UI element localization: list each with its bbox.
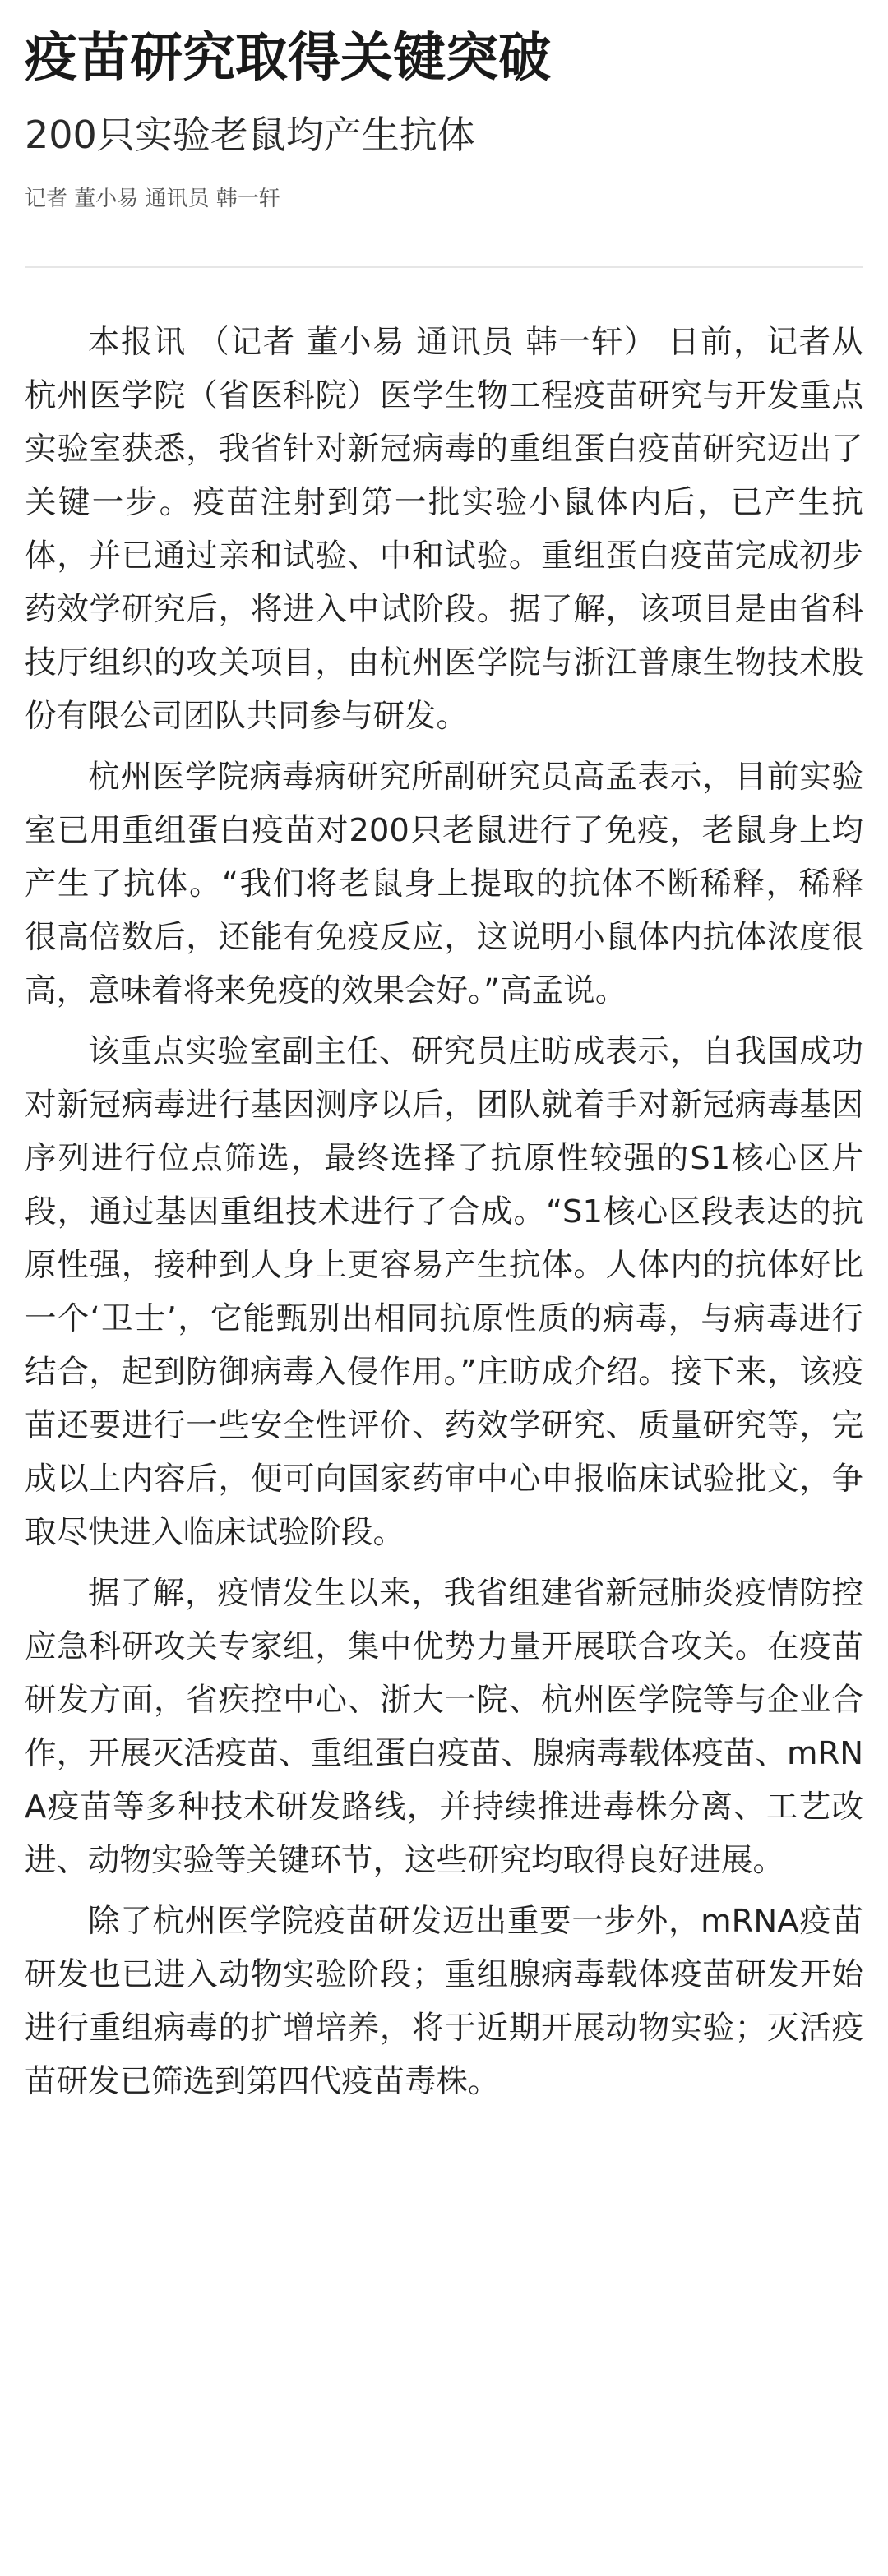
paragraph: 该重点实验室副主任、研究员庄昉成表示，自我国成功对新冠病毒进行基因测序以后，团队就着手对新冠病毒基因序列进行位点筛选，最终选择了抗原性较强的S1核心区片段，通过基因重组技术进行了合成。“S1核心区段表达的抗原性强，接种到人身上更容易产生抗体。人体内的抗体好比一个‘卫士’，它能甄别出相同抗原性质的病毒，与病毒进行结合，起到防御病毒入侵作用。”庄昉成介绍。接下来，该疫苗还要进行一些安全性评价、药效学研究、质量研究等，完成以上内容后，便可向国家药审中心申报临床试验批文，争取尽快进入临床试验阶段。 [25, 1033, 863, 1551]
paragraph: 杭州医学院病毒病研究所副研究员高孟表示，目前实验室已用重组蛋白疫苗对200只老鼠进行了免疫，老鼠身上均产生了抗体。“我们将老鼠身上提取的抗体不断稀释，稀释很高倍数后，还能有免疫反应，这说明小鼠体内抗体浓度很高，意味着将来免疫的效果会好。”高孟说。 [25, 759, 863, 1009]
article-title: 疫苗研究取得关键突破 [25, 28, 551, 89]
article [25, 25, 863, 2116]
paragraph: 除了杭州医学院疫苗研发迈出重要一步外，mRNA疫苗研发也已进入动物实验阶段；重组腺病毒载体疫苗研发开始进行重组病毒的扩增培养，将于近期开展动物实验；灭活疫苗研发已筛选到第四代疫苗毒株。 [25, 1903, 863, 2100]
article-byline: 记者 董小易 通讯员 韩一轩 [25, 187, 280, 211]
article-body [25, 316, 863, 2108]
article-subtitle: 200只实验老鼠均产生抗体 [25, 113, 475, 157]
header-divider [25, 266, 863, 268]
paragraph: 本报讯 （记者 董小易 通讯员 韩一轩） 日前，记者从杭州医学院（省医科院）医学生物工程疫苗研究与开发重点实验室获悉，我省针对新冠病毒的重组蛋白疫苗研究迈出了关键一步。疫苗注射到第一批实验小鼠体内后，已产生抗体，并已通过亲和试验、中和试验。重组蛋白疫苗完成初步药效学研究后，将进入中试阶段。据了解，该项目是由省科技厅组织的攻关项目，由杭州医学院与浙江普康生物技术股份有限公司团队共同参与研发。 [25, 324, 863, 735]
paragraph: 据了解，疫情发生以来，我省组建省新冠肺炎疫情防控应急科研攻关专家组，集中优势力量开展联合攻关。在疫苗研发方面，省疾控中心、浙大一院、杭州医学院等与企业合作，开展灭活疫苗、重组蛋白疫苗、腺病毒载体疫苗、mRNA疫苗等多种技术研发路线，并持续推进毒株分离、工艺改进、动物实验等关键环节，这些研究均取得良好进展。 [25, 1575, 863, 1879]
